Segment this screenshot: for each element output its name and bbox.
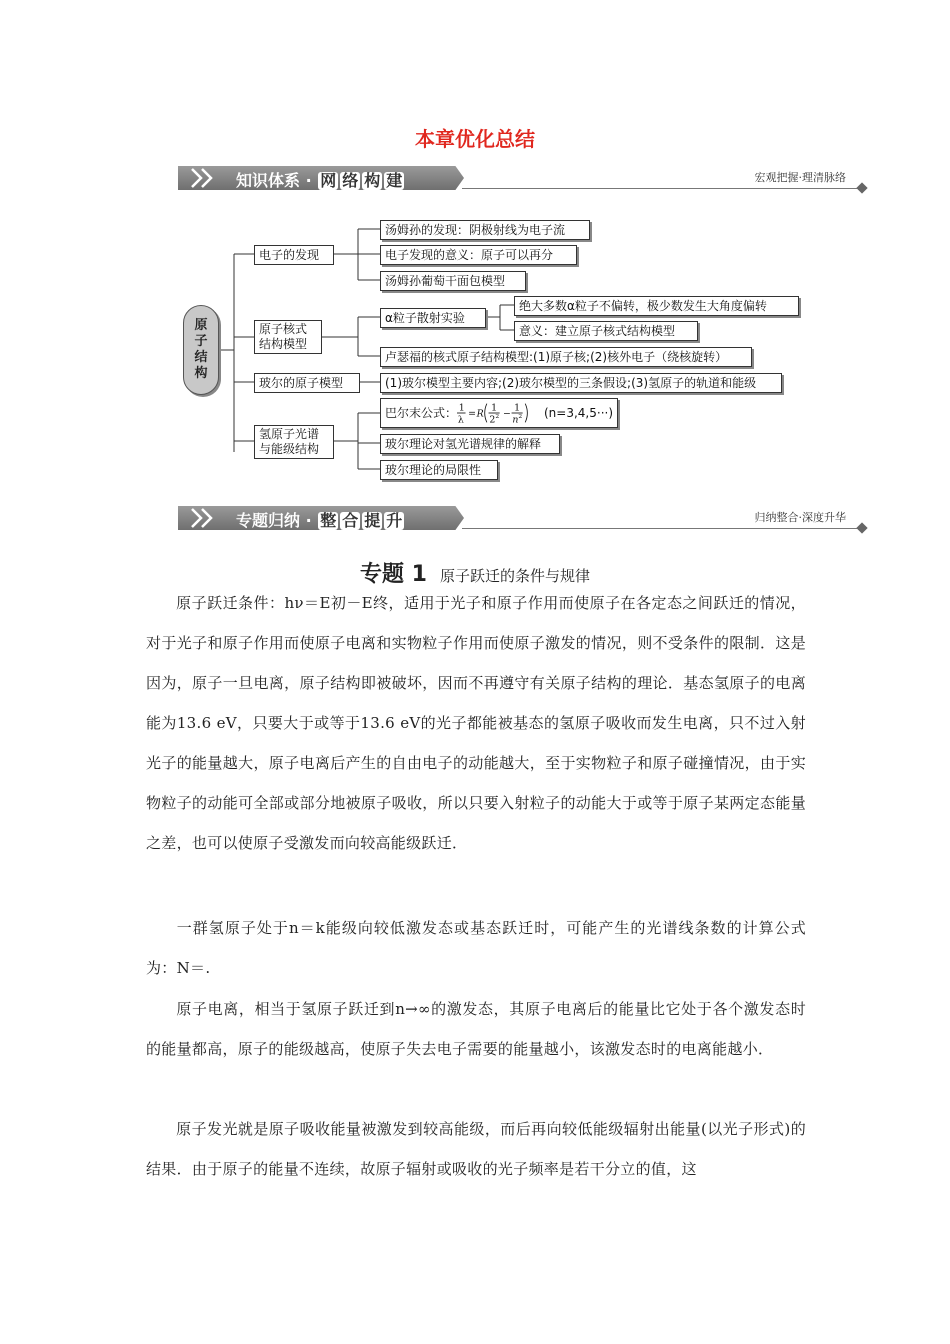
mindmap-root: 原子结构 [183, 305, 219, 395]
node-alpha-scattering: α粒子散射实验 [380, 308, 486, 328]
svg-text:2: 2 [518, 413, 523, 421]
node-electron-discovery: 电子的发现 [254, 245, 334, 265]
balmer-label: 巴尔末公式： [385, 406, 458, 420]
banner-box-char: 络 [342, 171, 359, 190]
svg-text:1: 1 [514, 402, 521, 414]
node-rutherford-model: 卢瑟福的核式原子结构模型:(1)原子核;(2)核外电子（绕核旋转） [380, 347, 752, 367]
banner-subtitle: 归纳整合·深度升华 [754, 511, 846, 524]
section-number: 专题 1 [359, 562, 427, 587]
svg-text:λ: λ [457, 414, 464, 426]
node-nuclear-model [254, 320, 322, 354]
svg-text:n: n [512, 414, 519, 426]
banner-box-char: 构 [364, 171, 381, 190]
banner-rule [462, 528, 860, 529]
svg-text:=: = [468, 408, 476, 420]
paragraph-text: 原子跃迁条件：hν＝E初－E终，适用于光子和原子作用而使原子在各定态之间跃迁的情况，对于光子和原子作用而使原子电离和实物粒子作用而使原子激发的情况，则不受条件的限制．这是因为，原子一旦电离，原子结构即被破坏，因而不再遵守有关原子结构的理论．基态氢原子的电离能为13.6 eV，只要大于或等于13.6 eV的光子都能被基态的氢原子吸收而发生电离，只不过入射光子的能量越大，原子电离后产生的自由电子的动能越大，至于实物粒子和原子碰撞情况，由于实物粒子的动能可全部或部分地被原子吸收，所以只要入射粒子的动能大于或等于原子某两定态能量之差，也可以使原子受激发而向较高能级跃迁． [146, 594, 806, 852]
node-hydrogen-spectrum [254, 425, 334, 459]
paragraph-text: 一群氢原子处于n＝k能级向较低激发态或基态跃迁时，可能产生的光谱线条数的计算公式为：N＝. [146, 919, 806, 977]
svg-text:1: 1 [458, 402, 465, 414]
banner-dot: · [305, 511, 312, 530]
paragraph-text: 原子发光就是原子吸收能量被激发到较高能级，而后再向较低能级辐射出能量(以光子形式)的结果．由于原子的能量不连续，故原子辐射或吸收的光子频率是若干分立的值，这 [146, 1120, 806, 1178]
node-alpha-meaning: 意义：建立原子核式结构模型 [514, 321, 698, 341]
page-title: 本章优化总结 [415, 127, 535, 151]
banner-box-char: 整 [320, 511, 337, 530]
node-plum-pudding-model: 汤姆孙葡萄干面包模型 [380, 271, 526, 291]
svg-text:−: − [503, 408, 511, 420]
banner-box-char: 升 [386, 511, 403, 530]
balmer-range: (n=3,4,5···) [544, 406, 613, 420]
node-alpha-result: 绝大多数α粒子不偏转，极少数发生大角度偏转 [514, 296, 799, 316]
banner-heading [236, 508, 405, 531]
paragraph-transition-condition [146, 583, 806, 863]
paragraph-ionization [146, 989, 806, 1069]
svg-text:1: 1 [491, 402, 498, 414]
section-title: 原子跃迁的条件与规律 [440, 567, 591, 585]
paragraph-spectral-lines [146, 908, 806, 988]
diamond-icon [856, 522, 867, 533]
node-balmer-formula [380, 398, 618, 428]
banner-box-char: 合 [342, 511, 359, 530]
paragraph-text: 原子电离，相当于氢原子跃迁到n→∞的激发态，其原子电离后的能量比它处于各个激发态时的能量都高，原子的能级越高，使原子失去电子需要的能量越小，该激发态时的电离能越小． [146, 1000, 806, 1058]
banner-lead: 专题归纳 [236, 511, 301, 530]
double-chevron-icon [188, 506, 228, 530]
paragraph-emission [146, 1109, 806, 1189]
node-line: 结构模型 [259, 337, 308, 351]
node-bohr-model: 玻尔的原子模型 [254, 373, 360, 393]
node-bohr-explanation: 玻尔理论对氢光谱规律的解释 [380, 434, 560, 454]
node-line: 氢原子光谱 [259, 427, 320, 441]
banner-box-char: 建 [386, 171, 403, 190]
node-line: 原子核式 [259, 322, 308, 336]
node-thomson-discovery: 汤姆孙的发现：阴极射线为电子流 [380, 220, 590, 240]
banner-box-char: 提 [364, 511, 381, 530]
balmer-formula-math [457, 399, 544, 427]
svg-text:R: R [476, 408, 484, 420]
banner-dot: · [305, 171, 312, 190]
svg-text:2: 2 [495, 413, 500, 421]
topic-summary-banner [178, 506, 866, 536]
node-bohr-limitation: 玻尔理论的局限性 [380, 460, 498, 480]
banner-box-char: 网 [320, 171, 337, 190]
node-bohr-content: (1)玻尔模型主要内容;(2)玻尔模型的三条假设;(3)氢原子的轨道和能级 [380, 373, 782, 393]
svg-text:2: 2 [489, 414, 496, 426]
banner-lead: 知识体系 [236, 171, 301, 190]
banner-subtitle: 宏观把握·理清脉络 [754, 171, 846, 184]
node-discovery-meaning: 电子发现的意义：原子可以再分 [380, 245, 577, 265]
node-line: 与能级结构 [259, 442, 320, 456]
